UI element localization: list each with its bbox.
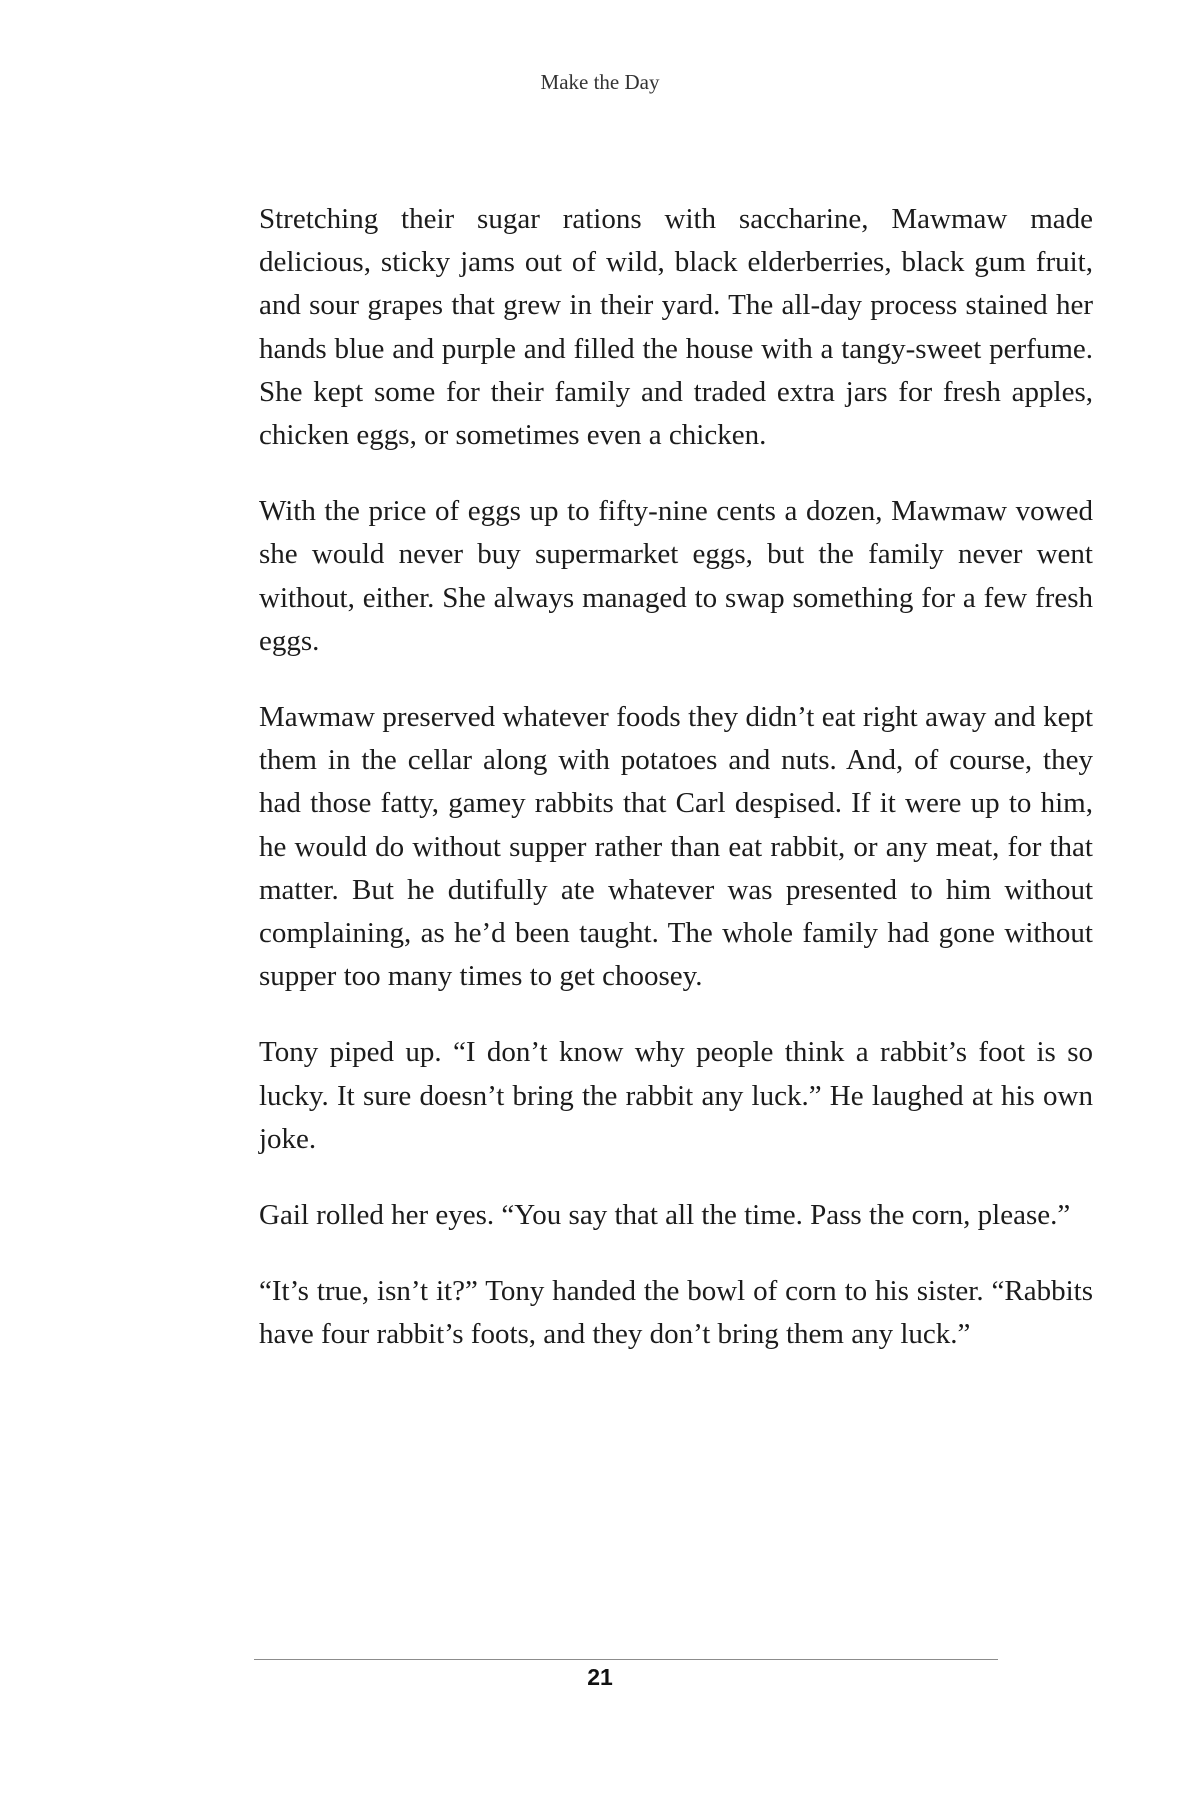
- running-header-title: Make the Day: [540, 70, 660, 94]
- page-body: [259, 198, 1093, 1390]
- paragraph: “It’s true, isn’t it?” Tony handed the bowl of corn to his sister. “Rabbits have four rabbit’s foots, and they don’t bring them any luck.”: [259, 1275, 1093, 1351]
- paragraph: Stretching their sugar rations with saccharine, Mawmaw made delicious, sticky jams out of wild, black elderberries, black gum fruit, and sour grapes that grew in their yard. The all-day process stained her hands blue and purple and filled the house with a tangy-sweet perfume. She kept some for their family and traded extra jars for fresh apples, chicken eggs, or sometimes even a chicken.: [259, 203, 1093, 452]
- footer-divider: [254, 1659, 998, 1660]
- paragraph: Tony piped up. “I don’t know why people think a rabbit’s foot is so lucky. It sure doesn’t bring the rabbit any luck.” He laughed at his own joke.: [259, 1036, 1093, 1155]
- paragraph: Mawmaw preserved whatever foods they didn’t eat right away and kept them in the cellar along with potatoes and nuts. And, of course, they had those fatty, gamey rabbits that Carl despised. If it were up to him, he would do without supper rather than eat rabbit, or any meat, for that matter. But he dutifully ate whatever was presented to him without complaining, as he’d been taught. The whole family had gone without supper too many times to get choosey.: [259, 701, 1093, 993]
- page-number: 21: [587, 1664, 613, 1690]
- paragraph: Gail rolled her eyes. “You say that all the time. Pass the corn, please.”: [259, 1199, 1071, 1232]
- paragraph: With the price of eggs up to fifty-nine cents a dozen, Mawmaw vowed she would never buy supermarket eggs, but the family never went without, either. She always managed to swap something for a few fresh eggs.: [259, 495, 1093, 657]
